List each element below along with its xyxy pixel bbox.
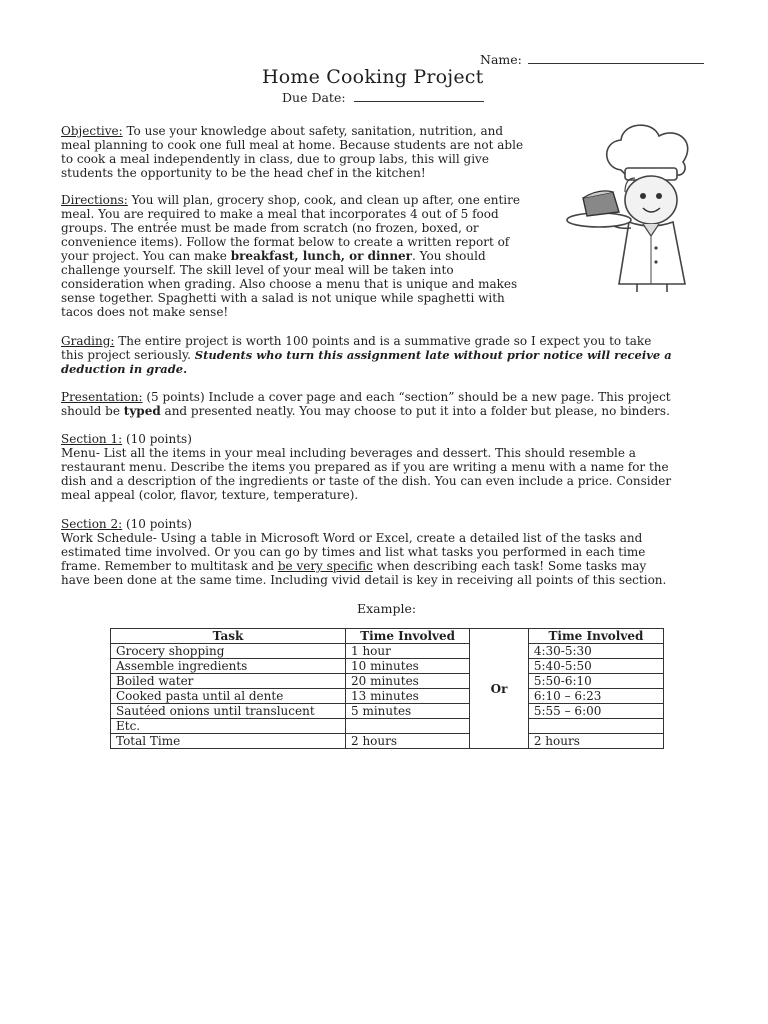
header-time-involved: Time Involved bbox=[346, 629, 470, 644]
objective-paragraph bbox=[61, 124, 523, 180]
section2-paragraph bbox=[61, 517, 666, 587]
section2-line: Work Schedule- Using a table in Microsoft Word or Excel, create a detailed list of the tasks and bbox=[61, 531, 643, 545]
table-total-row bbox=[111, 734, 664, 749]
duration-cell: 10 minutes bbox=[346, 659, 470, 674]
grading-label: Grading: bbox=[61, 334, 115, 348]
directions-paragraph bbox=[61, 193, 520, 319]
due-date-label: Due Date: bbox=[282, 90, 346, 105]
due-date-blank-line bbox=[354, 91, 484, 102]
section2-line: frame. Remember to multitask and bbox=[61, 559, 278, 573]
table-header-row bbox=[111, 629, 664, 644]
directions-line: groups. The entrée must be made from scratch (no frozen, boxed, or bbox=[61, 221, 479, 235]
section1-line: meal appeal (color, flavor, texture, temperature). bbox=[61, 488, 359, 502]
duration-cell: 1 hour bbox=[346, 644, 470, 659]
be-very-specific: be very specific bbox=[277, 559, 373, 573]
duration-cell bbox=[346, 719, 470, 734]
presentation-line: (5 points) Include a cover page and each “section” should be a new page. This project bbox=[146, 390, 671, 404]
objective-label: Objective: bbox=[61, 124, 123, 138]
section2-label: Section 2: bbox=[61, 517, 123, 531]
section1-label: Section 1: bbox=[61, 432, 123, 446]
directions-line: tacos does not make sense! bbox=[61, 305, 229, 319]
directions-line: convenience items). Follow the format below to create a written report of bbox=[61, 235, 510, 249]
duration-cell: 5 minutes bbox=[346, 704, 470, 719]
work-schedule-table bbox=[110, 628, 664, 749]
section1-points: (10 points) bbox=[122, 432, 192, 446]
objective-line: meal planning to cook one full meal at home. Because students are not able bbox=[61, 138, 524, 152]
task-cell: Total Time bbox=[111, 734, 346, 749]
directions-line: sense together. Spaghetti with a salad is not unique while spaghetti with bbox=[61, 291, 505, 305]
presentation-paragraph bbox=[61, 390, 671, 418]
time-range-cell: 5:40-5:50 bbox=[528, 659, 663, 674]
time-range-cell: 5:50-6:10 bbox=[528, 674, 663, 689]
name-field bbox=[480, 52, 704, 67]
chef-illustration bbox=[563, 112, 723, 294]
section2-line: estimated time involved. Or you can go by times and list what tasks you performed in each time bbox=[61, 545, 646, 559]
table-row bbox=[111, 704, 664, 719]
due-date-field bbox=[282, 90, 484, 105]
grading-line: The entire project is worth 100 points and is a summative grade so I expect you to take bbox=[118, 334, 652, 348]
task-cell: Grocery shopping bbox=[111, 644, 346, 659]
directions-line: . You should bbox=[412, 249, 486, 263]
directions-label: Directions: bbox=[61, 193, 128, 207]
task-cell: Assemble ingredients bbox=[111, 659, 346, 674]
task-cell: Etc. bbox=[111, 719, 346, 734]
late-notice: Students who turn this assignment late without prior notice will receive a bbox=[194, 348, 672, 362]
time-range-cell: 2 hours bbox=[528, 734, 663, 749]
presentation-label: Presentation: bbox=[61, 390, 143, 404]
name-label: Name: bbox=[480, 52, 522, 67]
typed-bold: typed bbox=[123, 404, 161, 418]
table-row bbox=[111, 674, 664, 689]
table-row bbox=[111, 659, 664, 674]
time-range-cell: 4:30-5:30 bbox=[528, 644, 663, 659]
section2-line: when describing each task! Some tasks may bbox=[372, 559, 647, 573]
section1-line: restaurant menu. Describe the items you prepared as if you are writing a menu with a name for the bbox=[61, 460, 669, 474]
section1-line: dish and a description of the ingredients or taste of the dish. You can even include a price. Consider bbox=[61, 474, 672, 488]
section2-line: have been done at the same time. Including vivid detail is key in receiving all points of this section. bbox=[61, 573, 667, 587]
directions-line: consideration when grading. Also choose a menu that is unique and makes bbox=[61, 277, 518, 291]
late-notice: deduction in grade. bbox=[61, 362, 188, 376]
or-divider: Or bbox=[470, 629, 529, 749]
grading-paragraph bbox=[61, 334, 672, 376]
duration-cell: 2 hours bbox=[346, 734, 470, 749]
time-range-cell: 6:10 – 6:23 bbox=[528, 689, 663, 704]
section2-points: (10 points) bbox=[122, 517, 192, 531]
section1-line: Menu- List all the items in your meal including beverages and dessert. This should resemble a bbox=[61, 446, 636, 460]
section1-paragraph bbox=[61, 432, 671, 502]
presentation-line: should be bbox=[61, 404, 124, 418]
table-row bbox=[111, 689, 664, 704]
time-range-cell: 5:55 – 6:00 bbox=[528, 704, 663, 719]
example-label: Example: bbox=[357, 601, 417, 616]
duration-cell: 13 minutes bbox=[346, 689, 470, 704]
header-time-range: Time Involved bbox=[528, 629, 663, 644]
grading-line: this project seriously. bbox=[61, 348, 195, 362]
task-cell: Cooked pasta until al dente bbox=[111, 689, 346, 704]
table-row bbox=[111, 644, 664, 659]
task-cell: Boiled water bbox=[111, 674, 346, 689]
directions-line: You will plan, grocery shop, cook, and clean up after, one entire bbox=[131, 193, 520, 207]
objective-line: students the opportunity to be the head chef in the kitchen! bbox=[61, 166, 426, 180]
directions-line: meal. You are required to make a meal that incorporates 4 out of 5 food bbox=[61, 207, 499, 221]
table-row bbox=[111, 719, 664, 734]
objective-line: To use your knowledge about safety, sanitation, nutrition, and bbox=[126, 124, 504, 138]
meal-types-bold: breakfast, lunch, or dinner bbox=[230, 249, 413, 263]
duration-cell: 20 minutes bbox=[346, 674, 470, 689]
presentation-line: and presented neatly. You may choose to put it into a folder but please, no binders. bbox=[160, 404, 670, 418]
header-task: Task bbox=[111, 629, 346, 644]
name-blank-line bbox=[528, 53, 704, 64]
directions-line: challenge yourself. The skill level of your meal will be taken into bbox=[61, 263, 454, 277]
task-cell: Sautéed onions until translucent bbox=[111, 704, 346, 719]
directions-line: your project. You can make bbox=[61, 249, 231, 263]
page-title: Home Cooking Project bbox=[262, 66, 484, 88]
objective-line: to cook a meal independently in class, due to group labs, this will give bbox=[61, 152, 489, 166]
time-range-cell bbox=[528, 719, 663, 734]
